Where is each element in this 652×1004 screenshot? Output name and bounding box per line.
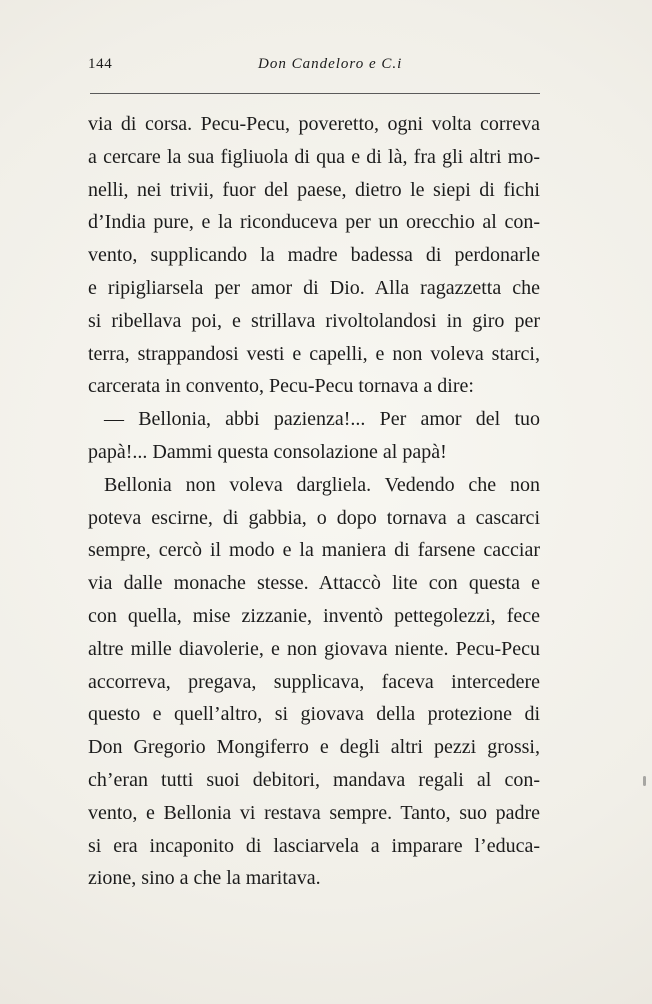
text-line: nelli, nei trivii, fuor del paese, dietro le siepi di fichi <box>88 178 540 201</box>
header-rule <box>90 93 540 94</box>
text-line: d’India pure, e la riconduceva per un orecchio al con- <box>88 211 540 234</box>
text-line: zione, sino a che la maritava. <box>88 867 321 890</box>
text-line: si era incaponito di lasciarvela a imparare l’educa- <box>88 834 540 857</box>
text-line: Bellonia non voleva dargliela. Vedendo che non <box>104 473 540 496</box>
page-header <box>88 56 544 80</box>
text-line: poteva escirne, di gabbia, o dopo tornava a cascarci <box>88 506 540 529</box>
text-line: altre mille diavolerie, e non giovava niente. Pecu-Pecu <box>88 637 540 660</box>
text-line: sempre, cercò il modo e la maniera di farsene cacciar <box>88 539 540 562</box>
running-title: Don Candeloro e C.i <box>258 56 403 72</box>
text-line: vento, e Bellonia vi restava sempre. Tanto, suo padre <box>88 801 540 824</box>
text-line: e ripigliarsela per amor di Dio. Alla ragazzetta che <box>88 276 540 299</box>
text-line: ch’eran tutti suoi debitori, mandava regali al con- <box>88 768 540 791</box>
text-line: si ribellava poi, e strillava rivoltolandosi in giro per <box>88 309 540 332</box>
page-edge-mark <box>643 776 646 786</box>
text-line: a cercare la sua figliuola di qua e di là, fra gli altri mo- <box>88 145 540 168</box>
text-line: con quella, mise zizzanie, inventò pettegolezzi, fece <box>88 604 540 627</box>
text-line: accorreva, pregava, supplicava, faceva intercedere <box>88 670 540 693</box>
body-text <box>88 108 540 895</box>
text-line: carcerata in convento, Pecu-Pecu tornava a dire: <box>88 375 474 398</box>
text-line: questo e quell’altro, si giovava della protezione di <box>88 703 540 726</box>
text-line: via di corsa. Pecu-Pecu, poveretto, ogni volta correva <box>88 113 540 135</box>
text-line: terra, strappandosi vesti e capelli, e non voleva starci, <box>88 342 540 365</box>
page-number: 144 <box>88 56 113 72</box>
text-line: via dalle monache stesse. Attaccò lite con questa e <box>88 572 540 595</box>
text-line: papà!... Dammi questa consolazione al papà! <box>88 440 447 463</box>
text-line: vento, supplicando la madre badessa di perdonarle <box>88 244 540 267</box>
text-line: — Bellonia, abbi pazienza!... Per amor del tuo <box>104 408 540 431</box>
text-line: Don Gregorio Mongiferro e degli altri pezzi grossi, <box>88 736 540 759</box>
